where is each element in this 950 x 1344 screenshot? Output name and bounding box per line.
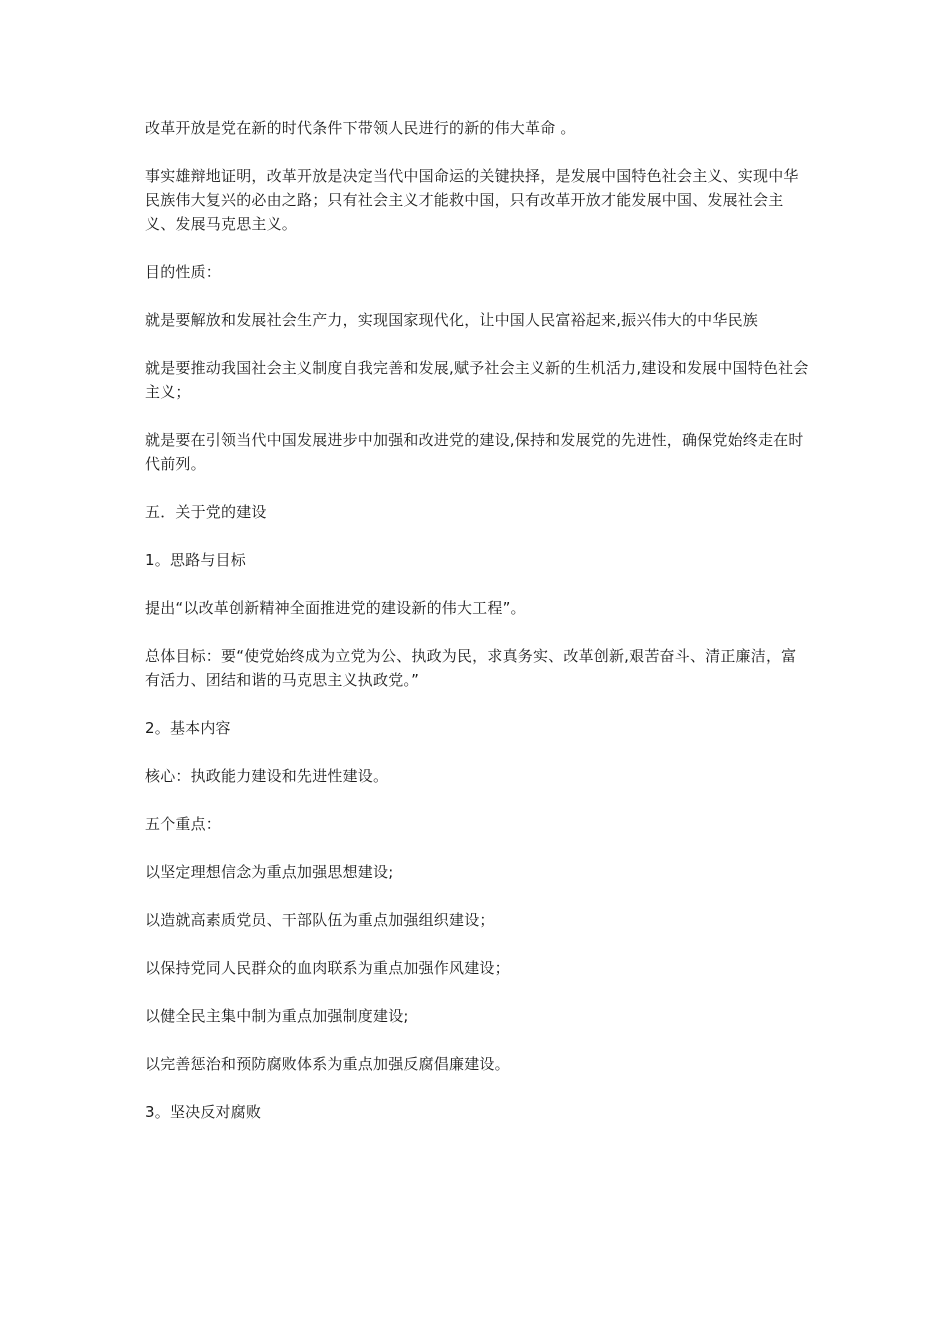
section-heading-party-building: 五．关于党的建设 (145, 503, 267, 521)
paragraph-reform-opening: 改革开放是党在新的时代条件下带领人民进行的新的伟大革命 。 (145, 119, 576, 137)
paragraph-overall-goal: 总体目标：要“使党始终成为立党为公、执政为民，求真务实、改革创新,艰苦奋斗、清正廉洁，富有活力、团结和谐的马克思主义执政党。” (145, 647, 797, 689)
list-item-organizational: 以造就高素质党员、干部队伍为重点加强组织建设； (145, 911, 495, 929)
paragraph-proposal: 提出“以改革创新精神全面推进党的建设新的伟大工程”。 (145, 599, 526, 617)
paragraph-purpose-3: 就是要在引领当代中国发展进步中加强和改进党的建设,保持和发展党的先进性，确保党始终走在时代前列。 (145, 431, 804, 473)
list-item-anti-corruption: 以完善惩治和预防腐败体系为重点加强反腐倡廉建设。 (145, 1055, 510, 1073)
paragraph-purpose-1: 就是要解放和发展社会生产力，实现国家现代化，让中国人民富裕起来,振兴伟大的中华民族 (145, 311, 758, 329)
paragraph-facts-prove: 事实雄辩地证明，改革开放是决定当代中国命运的关键抉择，是发展中国特色社会主义、实现中华民族伟大复兴的必由之路；只有社会主义才能救中国，只有改革开放才能发展中国、发展社会主义、发展马克思主义。 (145, 167, 799, 233)
paragraph-core: 核心：执政能力建设和先进性建设。 (145, 767, 389, 785)
list-item-institutional: 以健全民主集中制为重点加强制度建设; (145, 1007, 409, 1025)
paragraph-five-priorities: 五个重点： (145, 815, 222, 833)
paragraph-purpose-2: 就是要推动我国社会主义制度自我完善和发展,赋予社会主义新的生机活力,建设和发展中国特色社会主义； (145, 359, 809, 401)
document-body (145, 116, 810, 1148)
paragraph-purpose-heading: 目的性质： (145, 263, 222, 281)
subheading-ideas-goals: 1。思路与目标 (145, 551, 246, 569)
subheading-oppose-corruption: 3。坚决反对腐败 (145, 1103, 262, 1121)
list-item-ideological: 以坚定理想信念为重点加强思想建设; (145, 863, 394, 881)
list-item-work-style: 以保持党同人民群众的血肉联系为重点加强作风建设； (145, 959, 510, 977)
subheading-basic-content: 2。基本内容 (145, 719, 231, 737)
